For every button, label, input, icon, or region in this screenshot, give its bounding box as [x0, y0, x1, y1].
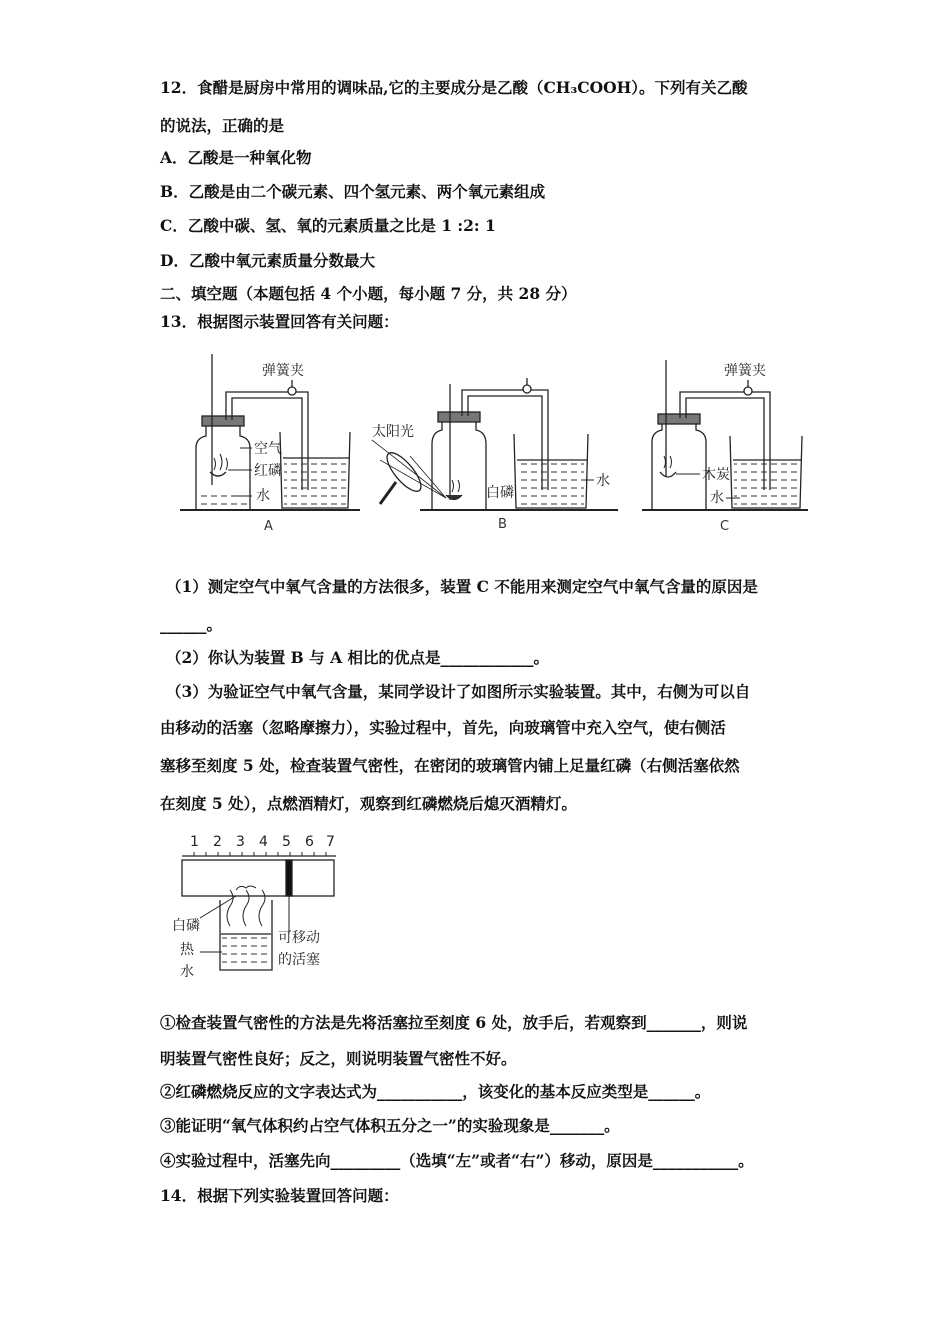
scale-3: 3 [236, 834, 245, 850]
section-heading: 二、填空题（本题包括 4 个小题，每小题 7 分，共 28 分） [160, 284, 577, 303]
air-label: 空气 [254, 441, 282, 457]
q14-title: 14．根据下列实验装置回答问题： [160, 1186, 399, 1205]
q12-option-a: A．乙酸是一种氧化物 [160, 148, 312, 167]
water-label-2: 水 [180, 964, 194, 980]
q12-stem-line1: 12．食醋是厨房中常用的调味品,它的主要成分是乙酸（CH₃COOH）。下列有关乙酸 [160, 78, 748, 97]
q13-part3-line4: 在刻度 5 处），点燃酒精灯，观察到红磷燃烧后熄灭酒精灯。 [160, 794, 577, 813]
q13-part1-line1: （1）测定空气中氧气含量的方法很多，装置 C 不能用来测定空气中氧气含量的原因是 [166, 577, 758, 596]
scale-5: 5 [282, 834, 291, 850]
q13-part2: （2）你认为装置 B 与 A 相比的优点是____________。 [166, 648, 549, 667]
white-phosphorus-label-b: 白磷 [486, 485, 514, 501]
q12-option-c: C．乙酸中碳、氢、氧的元素质量之比是 1 :2: 1 [160, 216, 496, 235]
sunlight-label: 太阳光 [372, 424, 414, 440]
scale-7: 7 [326, 834, 335, 850]
q13-part1-line2: ______。 [160, 615, 223, 634]
q12-stem-line2: 的说法，正确的是 [160, 116, 285, 135]
q13-sub1-line1: ①检查装置气密性的方法是先将活塞拉至刻度 6 处，放手后，若观察到_______，则说 [160, 1013, 748, 1032]
apparatus-c [642, 360, 808, 510]
q13-sub2: ②红磷燃烧反应的文字表达式为___________，该变化的基本反应类型是______。 [160, 1082, 711, 1101]
figure-apparatus-abc [0, 340, 950, 580]
q13-sub3: ③能证明“氧气体积约占空气体积五分之一”的实验现象是_______。 [160, 1116, 620, 1135]
hot-label: 热 [180, 942, 194, 958]
water-label-b: 水 [596, 473, 610, 489]
q13-part3-line3: 塞移至刻度 5 处，检查装置气密性，在密闭的玻璃管内铺上足量红磷（右侧活塞依然 [160, 756, 740, 775]
scale-2: 2 [213, 834, 222, 850]
water-label-a: 水 [256, 488, 270, 504]
spring-clip-label-c: 弹簧夹 [724, 363, 766, 379]
red-phosphorus-label: 红磷 [254, 463, 282, 479]
label-c: C [720, 519, 730, 534]
scale-6: 6 [305, 834, 314, 850]
q13-part3-line2: 由移动的活塞（忽略摩擦力），实验过程中，首先，向玻璃管中充入空气，使右侧活 [160, 718, 726, 737]
figure-piston-tube [170, 830, 370, 990]
white-phosphorus-label-2: 白磷 [172, 918, 200, 934]
label-b: B [498, 517, 507, 532]
q13-part3-line1: （3）为验证空气中氧气含量，某同学设计了如图所示实验装置。其中，右侧为可以自 [166, 682, 751, 701]
q12-option-b: B．乙酸是由二个碳元素、四个氢元素、两个氧元素组成 [160, 182, 546, 201]
piston-label-1: 可移动 [278, 930, 320, 946]
q13-title: 13．根据图示装置回答有关问题： [160, 312, 399, 331]
label-a: A [264, 519, 273, 534]
q12-option-d: D．乙酸中氧元素质量分数最大 [160, 251, 375, 270]
q13-sub4: ④实验过程中，活塞先向_________（选填“左”或者“右”）移动，原因是___________。 [160, 1151, 754, 1170]
q13-sub1-line2: 明装置气密性良好；反之，则说明装置气密性不好。 [160, 1049, 517, 1068]
charcoal-label: 木炭 [702, 467, 730, 483]
piston-label-2: 的活塞 [278, 952, 320, 968]
scale-1: 1 [190, 834, 199, 850]
water-label-c: 水 [710, 490, 724, 506]
spring-clip-label-a: 弹簧夹 [262, 363, 304, 379]
scale-4: 4 [259, 834, 268, 850]
